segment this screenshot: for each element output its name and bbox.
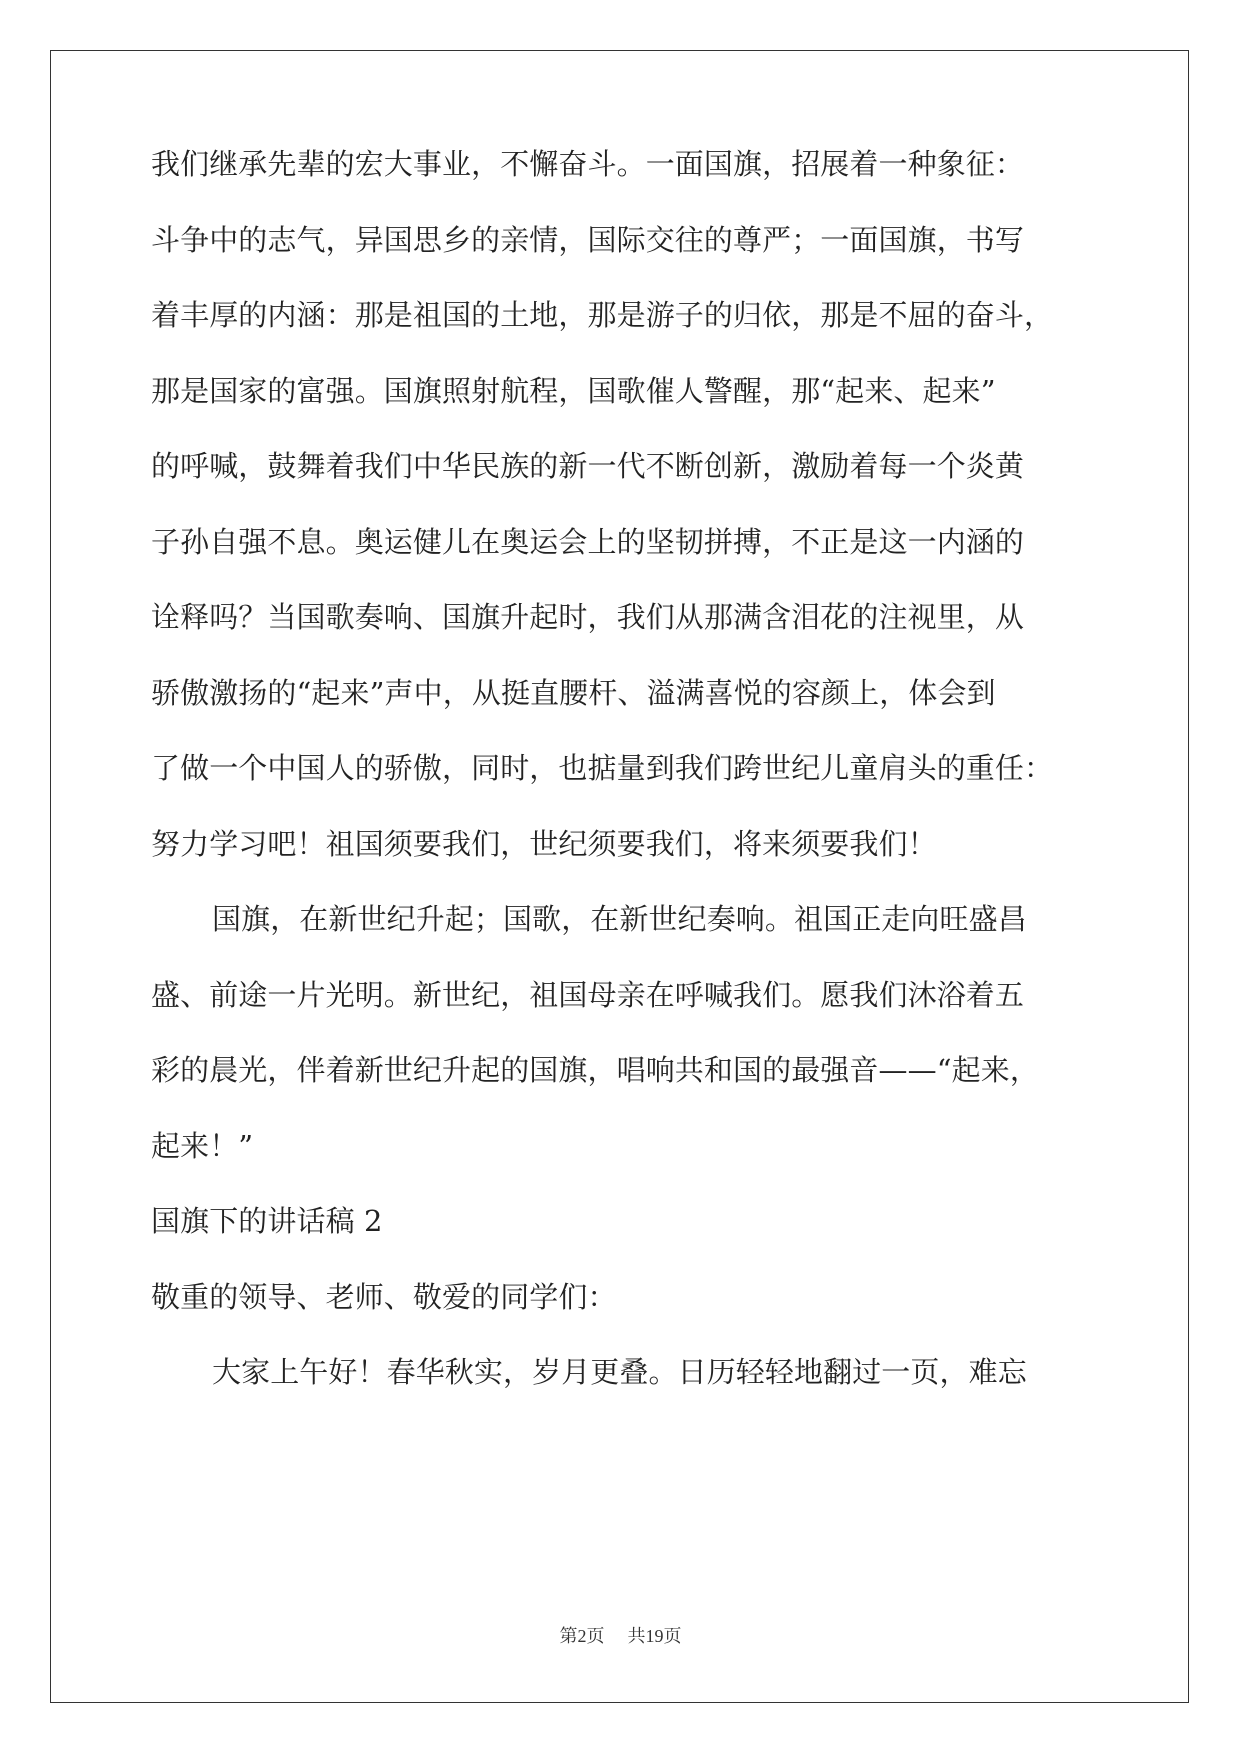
body-text-line: 的呼喊，鼓舞着我们中华民族的新一代不断创新，激励着每一个炎黄 [151, 449, 1025, 483]
page-prefix: 第 [559, 1626, 578, 1647]
salutation: 敬重的领导、老师、敬爱的同学们： [151, 1279, 617, 1314]
body-text-line: 我们继承先辈的宏大事业，不懈奋斗。一面国旗，招展着一种象征： [151, 147, 1025, 181]
body-text-line: 着丰厚的内涵：那是祖国的土地，那是游子的归依，那是不屈的奋斗， [151, 298, 1054, 332]
body-text-line: 起来！” [151, 1128, 254, 1163]
body-text-line: 盛、前途一片光明。新世纪，祖国母亲在呼喊我们。愿我们沐浴着五 [151, 977, 1025, 1012]
total-suffix: 页 [663, 1626, 682, 1647]
body-text-line: 那是国家的富强。国旗照射航程，国歌催人警醒，那“起来、起来” [151, 373, 996, 408]
body-text-line: 子孙自强不息。奥运健儿在奥运会上的坚韧拼搏，不正是这一内涵的 [151, 524, 1025, 559]
paragraph-start-line: 大家上午好！春华秋实，岁月更叠。日历轻轻地翻过一页，难忘 [212, 1355, 1027, 1389]
section-title: 国旗下的讲话稿 2 [151, 1204, 383, 1238]
page-number: 2 [577, 1626, 587, 1646]
body-text-line: 彩的晨光，伴着新世纪升起的国旗，唱响共和国的最强音——“起来， [151, 1053, 1039, 1087]
body-text-line: 了做一个中国人的骄傲，同时，也掂量到我们跨世纪儿童肩头的重任： [151, 751, 1054, 785]
total-prefix: 共 [627, 1626, 646, 1647]
page-suffix: 页 [586, 1626, 605, 1647]
body-text-line: 诠释吗？当国歌奏响、国旗升起时，我们从那满含泪花的注视里，从 [151, 600, 1025, 634]
body-text-line: 努力学习吧！祖国须要我们，世纪须要我们，将来须要我们！ [151, 826, 937, 861]
total-pages: 19 [645, 1626, 664, 1646]
paragraph-start-line: 国旗，在新世纪升起；国歌，在新世纪奏响。祖国正走向旺盛昌 [212, 902, 1027, 936]
body-text-line: 斗争中的志气，异国思乡的亲情，国际交往的尊严；一面国旗，书写 [151, 222, 1025, 257]
page-footer [0, 1622, 1241, 1648]
document-body [151, 147, 1091, 1434]
body-text-line: 骄傲激扬的“起来”声中，从挺直腰杆、溢满喜悦的容颜上，体会到 [151, 675, 996, 710]
